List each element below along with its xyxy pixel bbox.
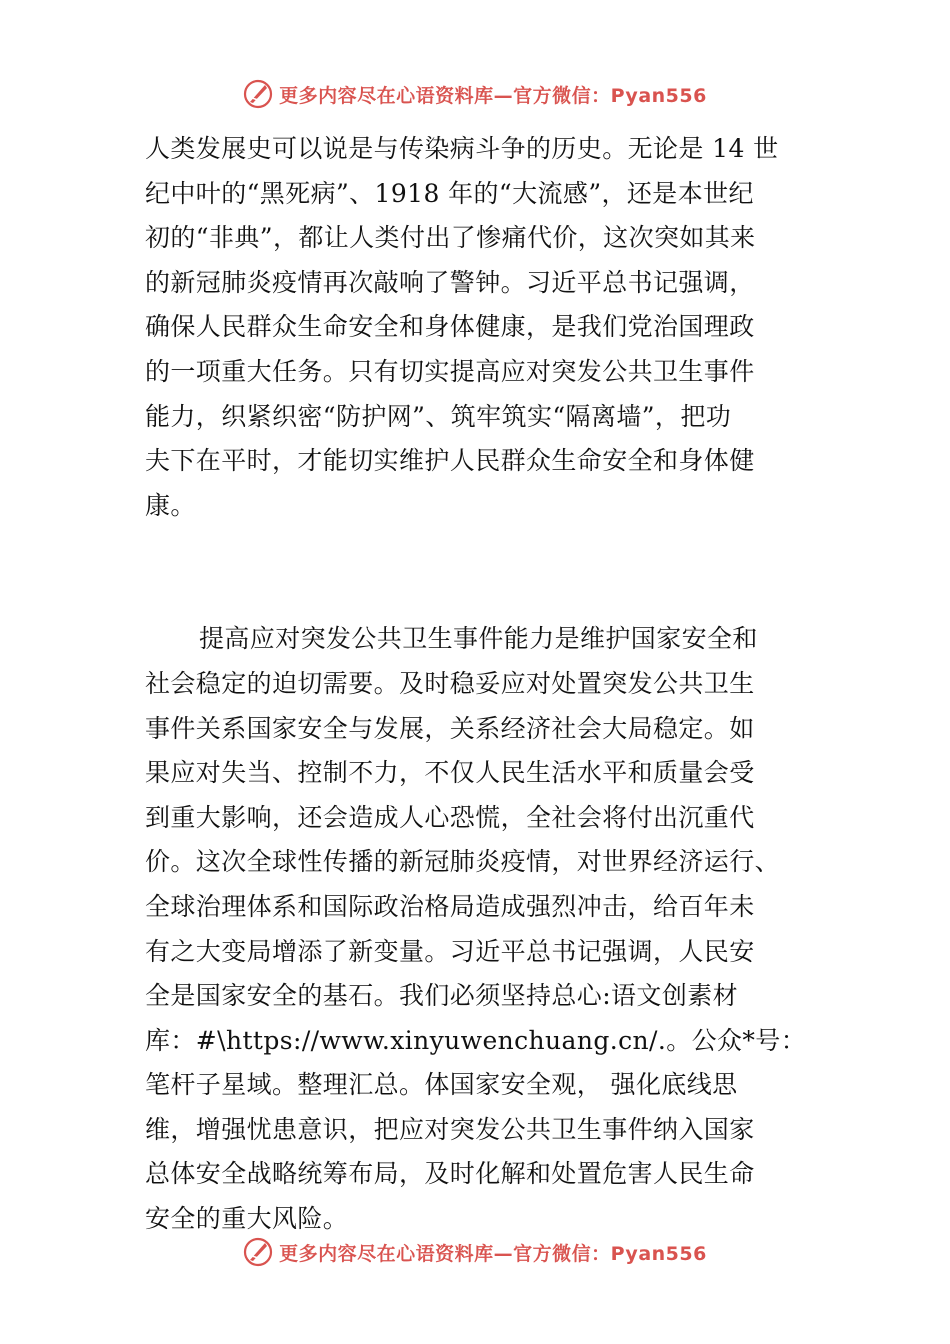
text-line: 初的“非典”，都让人类付出了惨痛代价，这次突如其来 <box>145 223 756 253</box>
text-line: 全球治理体系和国际政治格局造成强烈冲击，给百年未 <box>145 891 755 921</box>
text-line: 提高应对突发公共卫生事件能力是维护国家安全和 <box>199 624 758 654</box>
text-line: 纪中叶的“黑死病”、1918 年的“大流感”，还是本世纪 <box>145 178 754 208</box>
text-line: 笔杆子星域。整理汇总。体国家安全观， 强化底线思 <box>145 1070 738 1100</box>
text-line: 夫下在平时，才能切实维护人民群众生命安全和身体健 <box>145 446 755 476</box>
header-banner-text: 更多内容尽在心语资料库—官方微信：Pyan556 <box>279 84 707 107</box>
text-line: 总体安全战略统筹布局，及时化解和处置危害人民生命 <box>145 1159 755 1189</box>
text-line: 安全的重大风险。 <box>145 1204 349 1234</box>
text-line: 到重大影响，还会造成人心恐慌，全社会将付出沉重代 <box>145 802 755 832</box>
text-line: 有之大变局增添了新变量。习近平总书记强调，人民安 <box>145 936 755 966</box>
text-line: 维，增强忧患意识，把应对突发公共卫生事件纳入国家 <box>145 1114 755 1144</box>
text-line: 价。这次全球性传播的新冠肺炎疫情，对世界经济运行、 <box>145 847 781 877</box>
text-line: 确保人民群众生命安全和身体健康，是我们党治国理政 <box>145 312 755 342</box>
text-line: 库：#\https://www.xinyuwenchuang.cn/.。公众*号： <box>145 1025 807 1055</box>
paragraph-2 <box>145 617 825 1241</box>
paragraph-gap <box>145 528 825 617</box>
text-line: 事件关系国家安全与发展，关系经济社会大局稳定。如 <box>145 713 755 743</box>
quill-logo-icon <box>243 79 273 109</box>
header-banner <box>0 74 950 114</box>
text-line: 能力，织紧织密“防护网”、筑牢筑实“隔离墙”，把功 <box>145 401 732 431</box>
text-line: 全是国家安全的基石。我们必须坚持总心:语文创素材 <box>145 981 739 1011</box>
footer-banner-text: 更多内容尽在心语资料库—官方微信：Pyan556 <box>279 1242 707 1265</box>
text-line: 人类发展史可以说是与传染病斗争的历史。无论是 14 世 <box>145 134 779 163</box>
quill-logo-icon <box>243 1237 273 1267</box>
text-line: 康。 <box>145 490 196 520</box>
paragraph-1 <box>145 127 825 528</box>
document-body <box>145 127 825 1242</box>
text-line: 果应对失当、控制不力，不仅人民生活水平和质量会受 <box>145 758 755 788</box>
footer-banner <box>0 1232 950 1272</box>
text-line: 的新冠肺炎疫情再次敲响了警钟。习近平总书记强调， <box>145 267 755 297</box>
text-line: 的一项重大任务。只有切实提高应对突发公共卫生事件 <box>145 356 755 386</box>
text-line: 社会稳定的迫切需要。及时稳妥应对处置突发公共卫生 <box>145 668 755 698</box>
